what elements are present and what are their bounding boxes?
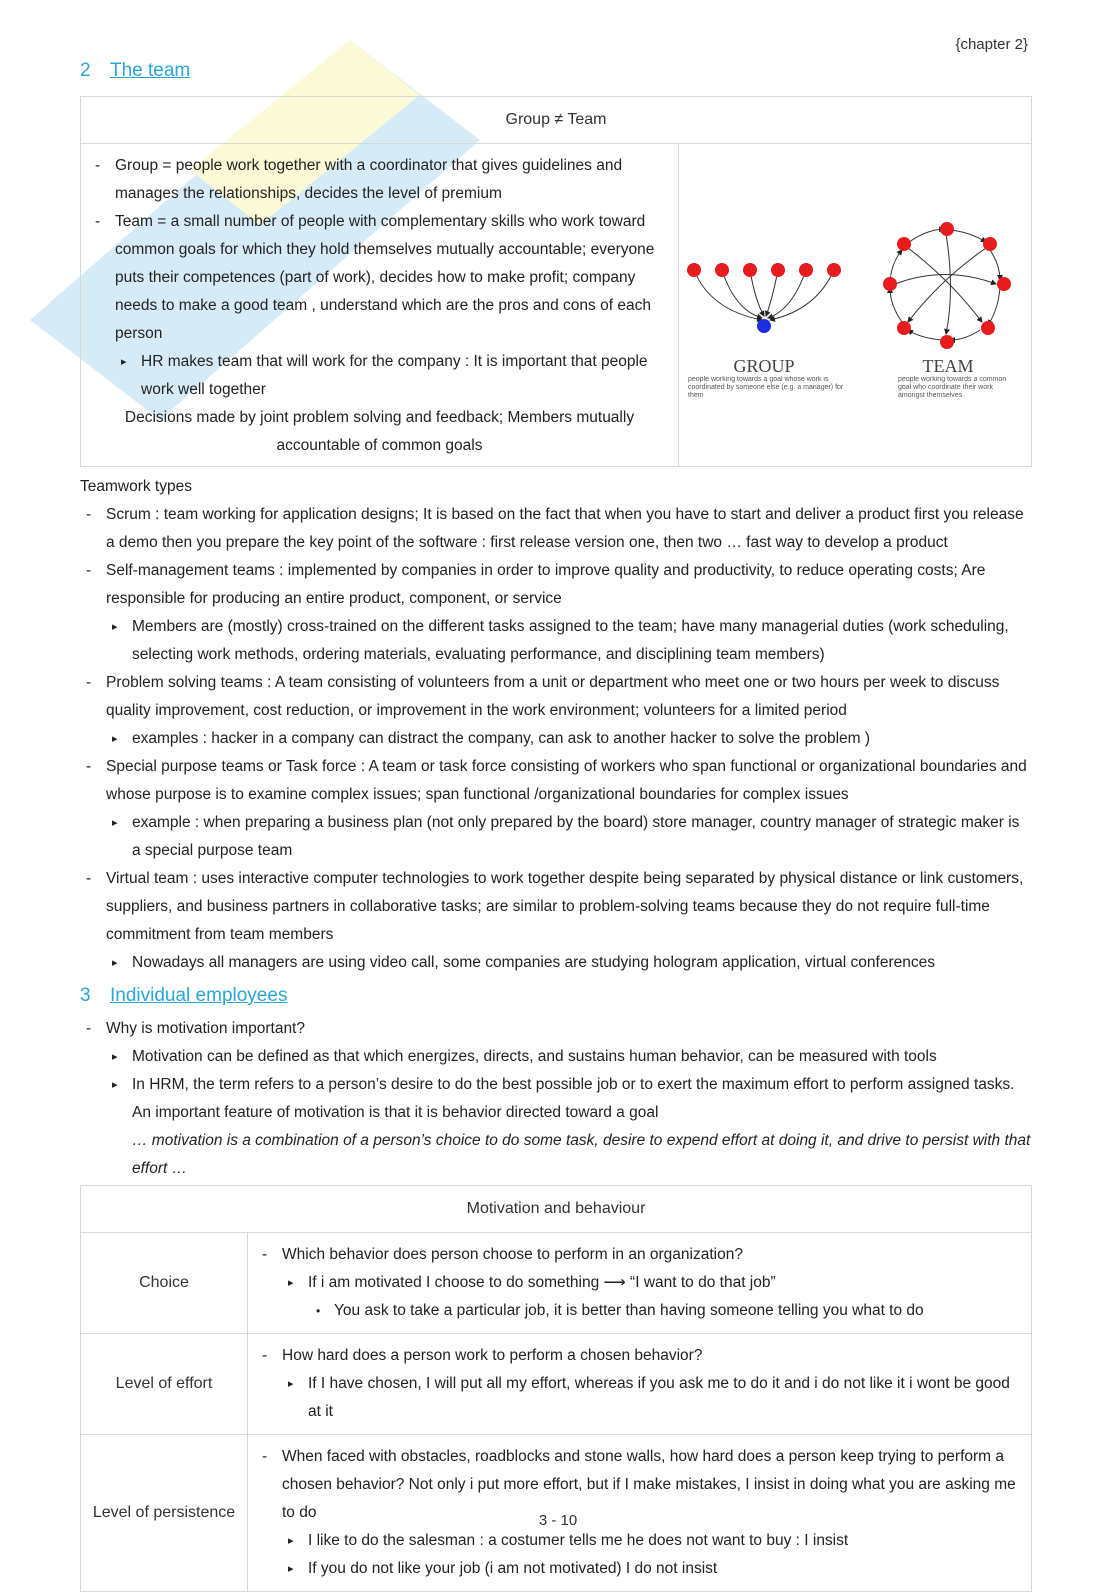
section-title[interactable]: Individual employees [110, 985, 288, 1006]
problem-solving-item: - Problem solving teams : A team consisting of volunteers from a unit or department who meet one or two hours per week to discuss quality improvement, cost reduction, or improvement in the work environment; volunteers for a limited period [80, 669, 1032, 725]
section-title[interactable]: The team [110, 60, 191, 81]
table-row [81, 1233, 1032, 1334]
row-point: ▸ If you do not like your job (i am not motivated) I do not insist [256, 1555, 1023, 1583]
special-purpose-item: - Special purpose teams or Task force : A team or task force consisting of workers who span functional or organizational boundaries and whose purpose is to examine complex issues; span functional /organizational boundaries for complex issues [80, 753, 1032, 809]
section-heading-team [80, 56, 1032, 86]
motivation-table-title: Motivation and behaviour [81, 1186, 1032, 1233]
group-diagram [687, 263, 853, 416]
table-row [81, 1334, 1032, 1435]
virtual-team-item: - Virtual team : uses interactive computer technologies to work together despite being separated by physical distance or link customers, suppliers, and business partners in collaborative tasks; are similar to problem-solving teams because they do not require full-time commitment from team members [80, 865, 1032, 949]
row-question: - Which behavior does person choose to perform in an organization? [256, 1241, 1023, 1269]
group-member-node [687, 263, 701, 277]
decisions-note: Decisions made by joint problem solving and feedback; Members mutually accountable of common goals [124, 409, 635, 454]
group-member-node [799, 263, 813, 277]
team-member-node [897, 237, 911, 251]
row-label-effort: Level of effort [81, 1334, 248, 1435]
row-subpoint: • You ask to take a particular job, it is better than having someone telling you what to do [256, 1297, 1023, 1325]
figure-cell [679, 144, 1032, 467]
team-member-node [940, 222, 954, 236]
group-member-node [743, 263, 757, 277]
motivation-quote: … motivation is a combination of a person’s choice to do some task, desire to expend effort at doing it, and drive to persist with that effort … [132, 1132, 1031, 1177]
motivation-table [80, 1185, 1032, 1592]
group-team-table [80, 96, 1032, 467]
page-number: 3 - 10 [538, 1512, 578, 1529]
scrum-item: - Scrum : team working for application designs; It is based on the fact that when you have to start and deliver a product first you release a demo then you prepare the key point of the software : first release version one, then two … fast way to develop a product [80, 501, 1032, 557]
virtual-team-subitem: ▸ Nowadays all managers are using video call, some companies are studying hologram application, virtual conferences [80, 949, 1032, 977]
teamwork-types-list [80, 501, 1032, 977]
motivation-definition-1: ▸ Motivation can be defined as that which energizes, directs, and sustains human behavior, can be measured with tools [80, 1043, 1032, 1071]
team-caption: people working towards a common goal who coordinate their work amongst themselves [898, 376, 1007, 399]
special-purpose-subitem: ▸ example : when preparing a business plan (not only prepared by the board) store manager, country manager of strategic maker is a special purpose team [80, 809, 1032, 865]
row-question: - When faced with obstacles, roadblocks and stone walls, how hard does a person keep trying to perform a chosen behavior? Not only i put more effort, but if I make mistakes, I insist in doing what you are asking me to do [256, 1443, 1023, 1527]
motivation-list [80, 1015, 1032, 1127]
group-team-table-title: Group ≠ Team [81, 97, 1032, 144]
row-content-choice [248, 1233, 1032, 1334]
team-member-node [940, 335, 954, 349]
motivation-question: - Why is motivation important? [80, 1015, 1032, 1043]
team-definition: - Team = a small number of people with complementary skills who work toward common goals for which they hold themselves mutually accountable; everyone puts their competences (part of work), decides how to make profit; company needs to make a good team , understand which are the pros and cons of each person [89, 208, 670, 348]
row-label-choice: Choice [81, 1233, 248, 1334]
group-caption: people working towards a goal whose work is coordinated by someone else (e.g. a manager) for them [688, 376, 844, 399]
team-diagram [883, 222, 1013, 416]
group-definition: - Group = people work together with a coordinator that gives guidelines and manages the relationships, decides the level of premium [89, 152, 670, 208]
group-label: GROUP [733, 356, 795, 376]
row-point: ▸ If i am motivated I choose to do something ⟶ “I want to do that job” [256, 1269, 1023, 1297]
team-member-node [983, 237, 997, 251]
self-management-item: - Self-management teams : implemented by companies in order to improve quality and productivity, to reduce operating costs; Are responsible for producing an entire product, component, or service [80, 557, 1032, 613]
self-management-subitem: ▸ Members are (mostly) cross-trained on the different tasks assigned to the team; have many managerial duties (work scheduling, selecting work methods, ordering materials, evaluating performance, and disciplining team members) [80, 613, 1032, 669]
chapter-label: {chapter 2} [955, 36, 1028, 53]
row-point: ▸ I like to do the salesman : a costumer tells me he does not want to buy : I insist [256, 1527, 1023, 1555]
group-team-figure [680, 170, 1030, 430]
row-label-persistence: Level of persistence [81, 1435, 248, 1592]
row-question: - How hard does a person work to perform a chosen behavior? [256, 1342, 1023, 1370]
team-label: TEAM [922, 356, 974, 376]
team-member-node [997, 277, 1011, 291]
team-member-node [897, 321, 911, 335]
team-member-node [883, 277, 897, 291]
coordinator-node [757, 319, 771, 333]
group-member-node [827, 263, 841, 277]
hr-note: ▸ HR makes team that will work for the company : It is important that people work well together [89, 348, 670, 404]
problem-solving-subitem: ▸ examples : hacker in a company can distract the company, can ask to another hacker to solve the problem ) [80, 725, 1032, 753]
row-point: ▸ If I have chosen, I will put all my effort, whereas if you ask me to do it and i do not like it i wont be good at it [256, 1370, 1023, 1426]
teamwork-types-label: Teamwork types [80, 478, 192, 495]
definitions-cell [81, 144, 679, 467]
document-body [80, 56, 1032, 1592]
section-heading-individual [80, 981, 1032, 1011]
row-content-effort [248, 1334, 1032, 1435]
group-member-node [715, 263, 729, 277]
motivation-definition-2: ▸ In HRM, the term refers to a person’s desire to do the best possible job or to exert the maximum effort to perform assigned tasks. An important feature of motivation is that it is behavior directed toward a goal [80, 1071, 1032, 1127]
section-number: 2 [80, 60, 91, 81]
team-member-node [981, 321, 995, 335]
group-member-node [771, 263, 785, 277]
section-number: 3 [80, 985, 91, 1006]
